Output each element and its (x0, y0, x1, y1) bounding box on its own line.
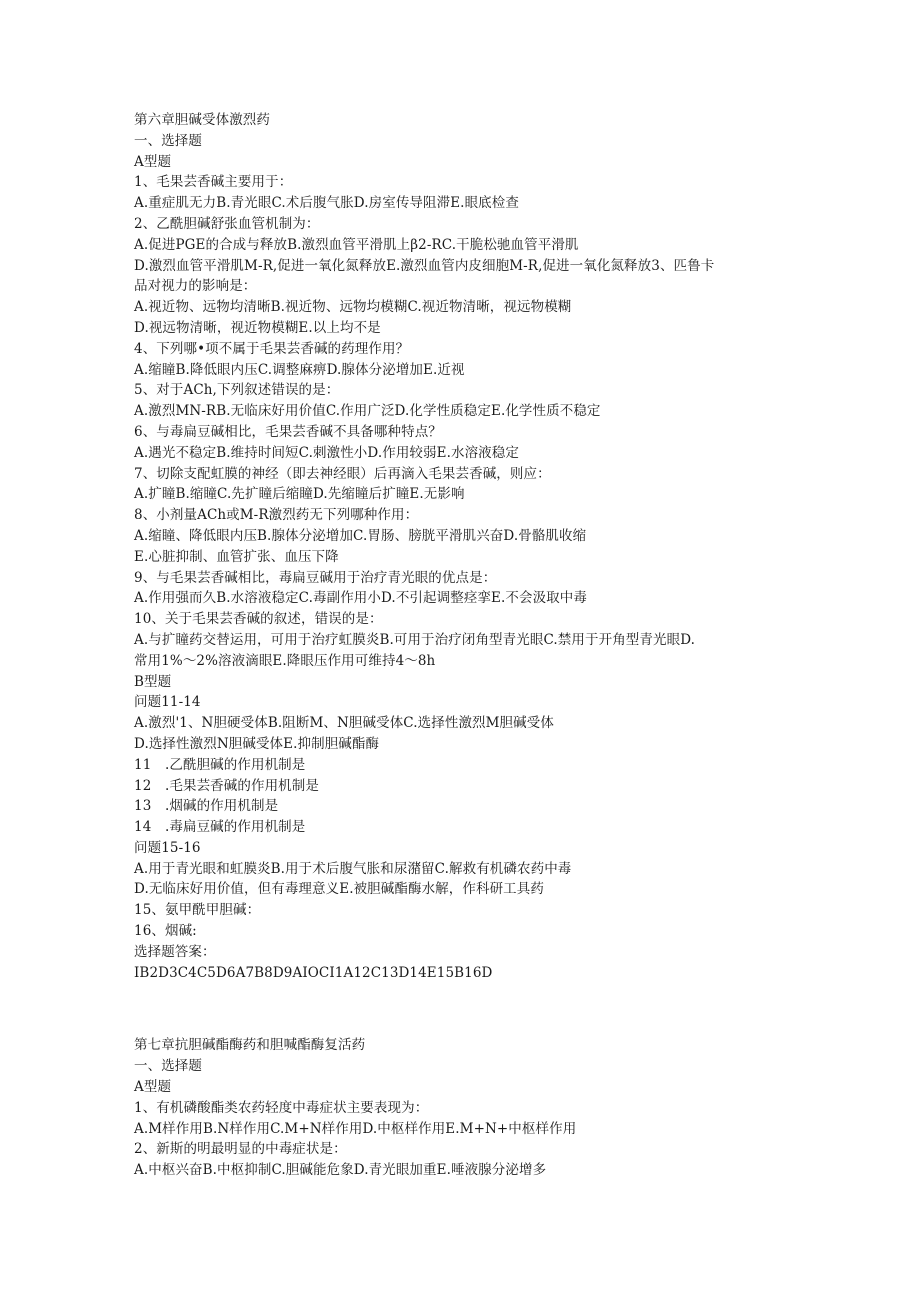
text-line: 9、与毛果芸香碱相比，毒扁豆碱用于治疗青光眼的优点是： (134, 569, 497, 586)
text-line: 14 .毒扁豆碱的作用机制是 (134, 819, 306, 836)
text-line: 16、烟碱: (134, 923, 197, 940)
text-line: A.缩瞳、降低眼内压B.腺体分泌增加C.胃肠、膀胱平滑肌兴奋D.骨骼肌收缩 (134, 527, 587, 544)
text-line: D.无临床好用价值，但有毒理意义E.被胆碱酯酶水解，作科研工具药 (134, 881, 544, 898)
text-line: D.激烈血管平滑肌M-R,促进一氧化氮释放E.激烈血管内皮细胞M-R,促进一氧化氮释放3、匹鲁卡 (134, 257, 715, 274)
chapter-6-section (134, 110, 794, 983)
document-page (134, 110, 794, 1181)
text-line: A.激烈'1、N胆硬受体B.阻断M、N胆碱受体C.选择性激烈M胆碱受体 (134, 715, 554, 732)
text-line: 15、氨甲酰甲胆碱： (134, 902, 261, 919)
text-line: 13 .烟碱的作用机制是 (134, 798, 279, 815)
text-line: 12 .毛果芸香碱的作用机制是 (134, 777, 319, 794)
text-line: 4、下列哪•项不属于毛果芸香碱的药理作用？ (134, 340, 410, 357)
text-line: A.与扩瞳药交替运用，可用于治疗虹膜炎B.可用于治疗闭角型青光眼C.禁用于开角型青光眼D. (134, 631, 696, 648)
chapter-title: 第六章胆碱受体激烈药 (134, 112, 270, 128)
chapter-title: 第七章抗胆碱酯酶药和胆喊酯酶复活药 (134, 1037, 366, 1054)
text-line: 品对视力的影响是： (134, 278, 257, 295)
text-line: A.作用强而久B.水溶液稳定C.毒副作用小D.不引起调整痉挛E.不会汲取中毒 (134, 590, 587, 607)
text-line: D.视远物清晰，视近物模糊E.以上均不是 (134, 319, 381, 336)
text-line: IB2D3C4C5D6A7B8D9AIOCI1A12C13D14E15B16D (134, 964, 493, 981)
text-line: 常用1%～2%溶液滴眼E.降眼压作用可维持4～8h (134, 652, 436, 669)
text-line: 问题15-16 (134, 839, 201, 856)
chapter-7-section (134, 1035, 794, 1181)
section-gap (134, 983, 794, 1035)
text-line: A.视近物、远物均清晰B.视近物、远物均模糊C.视近物清晰，视远物模糊 (134, 299, 572, 316)
text-line: 5、对于ACh,下列叙述错误的是： (134, 382, 340, 399)
text-line: 问题11-14 (134, 694, 201, 711)
text-line: A型题 (134, 153, 172, 170)
text-line: 选择题答案： (134, 943, 216, 960)
text-line: 8、小剂量ACh或M-R激烈药无下列哪种作用： (134, 507, 419, 524)
text-line: D.选择性激烈N胆碱受体E.抑制胆碱酯酶 (134, 735, 380, 752)
text-line: A.遇光不稳定B.维持时间短C.刺激性小D.作用较弱E.水溶液稳定 (134, 444, 519, 461)
text-line: A.中枢兴奋B.中枢抑制C.胆碱能危象D.青光眼加重E.唾液腺分泌增多 (134, 1162, 547, 1179)
text-line: 11 .乙酰胆碱的作用机制是 (134, 756, 306, 773)
text-line: A.M样作用B.N样作用C.M+N样作用D.中枢样作用E.M+N+中枢样作用 (134, 1120, 577, 1137)
text-line: A.缩瞳B.降低眼内压C.调整麻痹D.腺体分泌增加E.近视 (134, 361, 465, 378)
text-line: 2、乙酰胆碱舒张血管机制为： (134, 215, 320, 232)
text-line: 6、与毒扁豆碱相比，毛果芸香碱不具备哪种特点？ (134, 423, 442, 440)
text-line: 1、有机磷酸酯类农药轻度中毒症状主要表现为： (134, 1099, 429, 1116)
text-line: 7、切除支配虹膜的神经（即去神经眼）后再滴入毛果芸香碱，则应： (134, 465, 551, 482)
text-line: 一、选择题 (134, 132, 202, 149)
text-line: 10、关于毛果芸香碱的叙述，错误的是： (134, 611, 383, 628)
text-line: B型题 (134, 673, 172, 690)
text-line: A.扩瞳B.缩瞳C.先扩瞳后缩瞳D.先缩瞳后扩瞳E.无影响 (134, 486, 465, 503)
text-line: A.促进PGE的合成与释放B.激烈血管平滑肌上β2-RC.干脆松驰血管平滑肌 (134, 236, 579, 253)
text-line: 一、选择题 (134, 1058, 202, 1075)
text-line: A.激烈MN-RB.无临床好用价值C.作用广泛D.化学性质稳定E.化学性质不稳定 (134, 403, 601, 420)
text-line: 1、毛果芸香碱主要用于： (134, 174, 293, 191)
text-line: A型题 (134, 1079, 172, 1096)
text-line: 2、新斯的明最明显的中毒症状是： (134, 1141, 347, 1158)
text-line: E.心脏抑制、血管扩张、血压下降 (134, 548, 339, 565)
text-line: A.重症肌无力B.青光眼C.术后腹气胀D.房室传导阻滞E.眼底检查 (134, 195, 519, 212)
text-line: A.用于青光眼和虹膜炎B.用于术后腹气胀和尿潴留C.解救有机磷农药中毒 (134, 860, 572, 877)
